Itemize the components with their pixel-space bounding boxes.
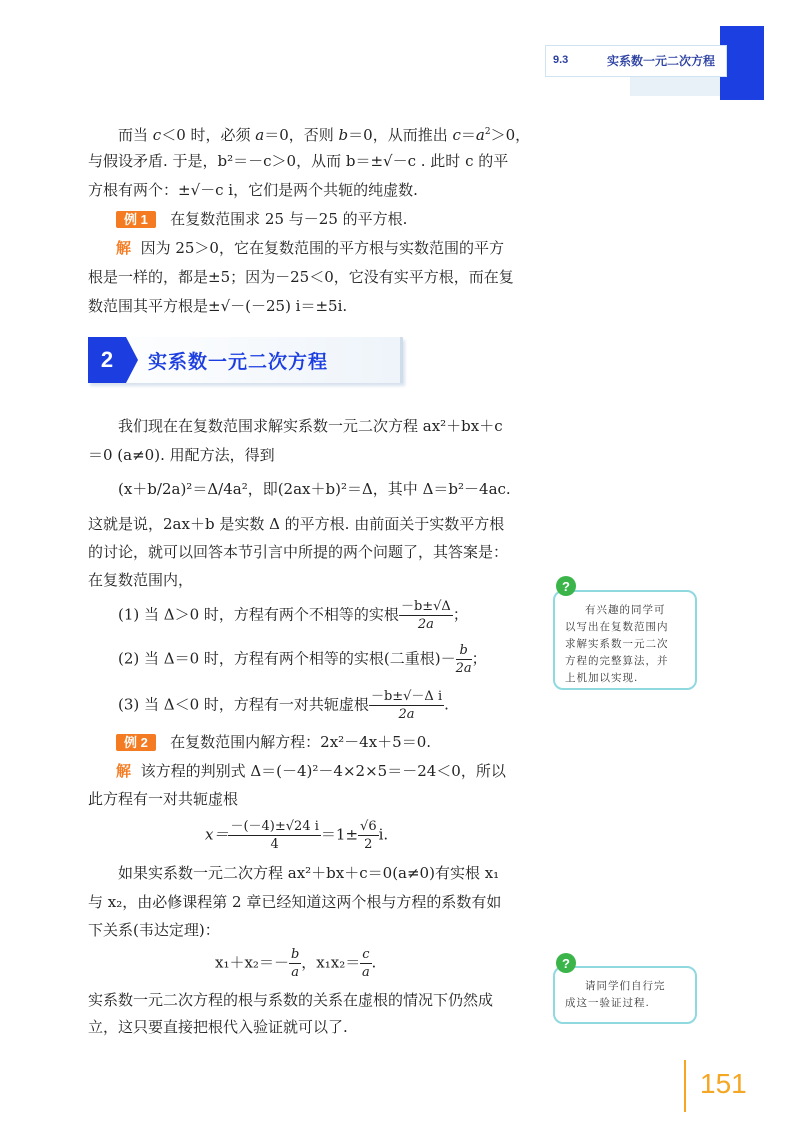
example2-tag: 例 2	[116, 734, 156, 751]
example2-solution-line2: 此方程有一对共轭虚根	[88, 790, 239, 808]
example1	[116, 208, 407, 231]
paragraph3-line2: 与 x₂，由必修课程第 2 章已经知道这两个根与方程的系数有如	[88, 893, 502, 911]
case-2: (2) 当 Δ＝0 时，方程有两个相等的实根(二重根)－ $\frac{b}{2a}$ ；	[118, 643, 487, 676]
paragraph1-line3: 方根有两个：±√－c i，它们是两个共轭的纯虚数.	[88, 181, 418, 199]
section-number: 2	[88, 337, 126, 383]
side-note-1: 有兴趣的同学可 以写出在复数范围内 求解实系数一元二次 方程的完整算法，并 上机加以实现.	[553, 590, 697, 690]
solution-label: 解	[116, 239, 132, 257]
paragraph2-line3: 这就是说，2ax＋b 是实数 Δ 的平方根. 由前面关于实数平方根	[88, 515, 505, 533]
side-note-2: 请同学们自行完 成这一验证过程.	[553, 966, 697, 1024]
paragraph3-formula: x₁＋x₂＝－ $\frac{b}{a}$ ，x₁x₂＝ $\frac{c}{a}$ .	[215, 947, 377, 980]
example1-solution-line1: 解 因为 25＞0，它在复数范围的平方根与实数范围的平方	[116, 239, 504, 257]
paragraph3-line3: 下关系(韦达定理)：	[88, 921, 220, 939]
example2-formula: x＝ $\frac{-(-4)\pm√24 i}{4}$ ＝1± $\frac{√6}{2}$ i.	[205, 819, 389, 852]
example1-solution-line3: 数范围其平方根是±√－(－25) i＝±5i.	[88, 297, 348, 315]
page-number-divider	[684, 1060, 686, 1112]
case-1: (1) 当 Δ＞0 时，方程有两个不相等的实根 $\frac{-b\pm√\Delta}{2a}$ ；	[118, 599, 468, 632]
paragraph1-line1: 而当 c＜0 时，必须 a＝0，否则 b＝0，从而推出 $c=a^2>0$，	[118, 126, 531, 144]
section-arrow-icon	[126, 337, 138, 383]
paragraph2-formula: (x＋b/2a)²＝Δ/4a²，即(2ax＋b)²＝Δ，其中 Δ＝b²－4ac.	[118, 480, 511, 498]
header-section-number: 9.3	[553, 54, 569, 66]
paragraph1-line2: 与假设矛盾. 于是，b²＝－c＞0，从而 b＝±√－c . 此时 c 的平	[88, 152, 509, 170]
example2-solution-line1: 解 该方程的判别式 Δ＝(－4)²－4×2×5＝－24＜0，所以	[116, 762, 506, 780]
paragraph3-line4: 实系数一元二次方程的根与系数的关系在虚根的情况下仍然成	[88, 991, 494, 1009]
case-3: (3) 当 Δ＜0 时，方程有一对共轭虚根 $\frac{\text{－b±√－Δ i}}{2a}$ .	[118, 689, 449, 722]
paragraph2-line2: ＝0 (a≠0). 用配方法，得到	[88, 446, 275, 464]
example1-solution-line2: 根是一样的，都是±5；因为－25＜0，它没有实平方根，而在复	[88, 268, 514, 286]
example2-question: 在复数范围内解方程：2x²－4x＋5＝0.	[170, 733, 432, 751]
example1-tag: 例 1	[116, 211, 156, 228]
header-section-title: 实系数一元二次方程	[607, 54, 716, 68]
solution-label: 解	[116, 762, 132, 780]
section-title: 实系数一元二次方程	[148, 352, 329, 373]
paragraph3-line1: 如果实系数一元二次方程 ax²＋bx＋c＝0(a≠0)有实根 x₁	[118, 864, 500, 882]
paragraph2-line4: 的讨论，就可以回答本节引言中所提的两个问题了，其答案是：	[88, 543, 509, 561]
question-mark-icon: ?	[556, 576, 576, 596]
paragraph3-line5: 立，这只要直接把根代入验证就可以了.	[88, 1018, 348, 1036]
example1-question: 在复数范围求 25 与－25 的平方根.	[170, 210, 408, 228]
question-mark-icon: ?	[556, 953, 576, 973]
example2	[116, 731, 431, 754]
paragraph2-line1: 我们现在在复数范围求解实系数一元二次方程 ax²＋bx＋c	[118, 417, 503, 435]
page-number: 151	[700, 1068, 747, 1099]
paragraph2-line5: 在复数范围内，	[88, 571, 194, 589]
